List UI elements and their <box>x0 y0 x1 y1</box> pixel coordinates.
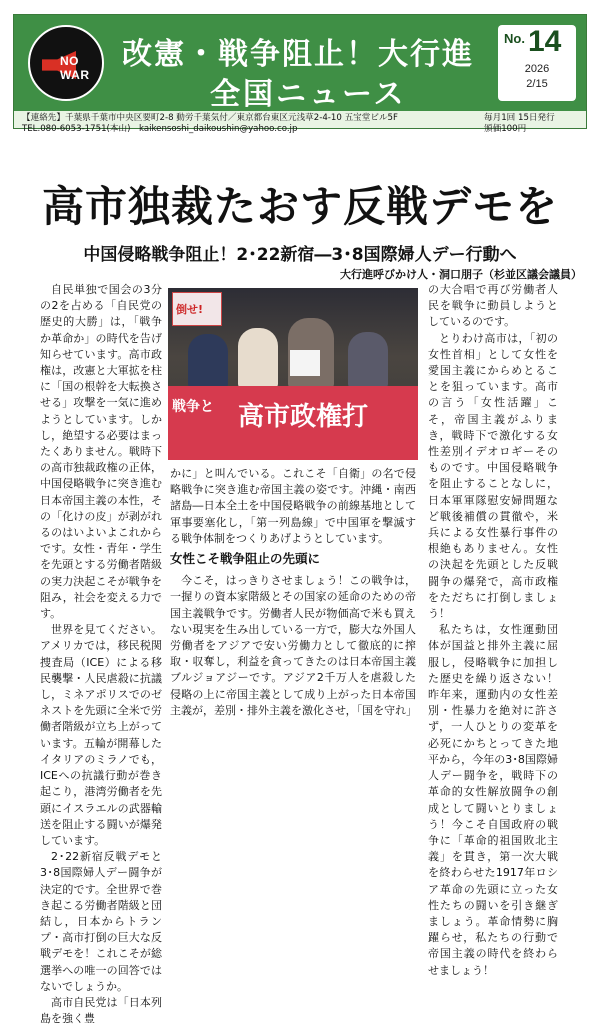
paragraph: 自民単独で国会の3分の2を占める「自民党の歴史的大勝」は，「戦争か革命か」の時代を告げ知らせています。高市政権は，改憲と大軍拡を柱に「国の根幹を大転換させる」攻撃を一気に進めようとしています。しかし，絶望する必要はまったくありません。戦時下の高市独裁政権の正体，中国侵略戦争に突き進む日本帝国主義の本性，その「化けの皮」が剥がれるのはいよいよこれからです。女性・青年・学生を先頭とする労働者階級の実力決起こそが戦争を阻み，社会を変える力です。 <box>40 283 162 621</box>
subheadline: 中国侵略戦争阻止！2･22新宿―3･8国際婦人デー行動へ <box>83 245 517 265</box>
protester-figure <box>188 334 228 388</box>
leaflet <box>290 350 320 376</box>
newsletter-subtitle: 全国ニュース <box>210 77 407 112</box>
article-column-3 <box>428 282 558 979</box>
contact-phone-email: TEL.080-6053-1751(本山) kaikensoshi_daikoushin@yahoo.co.jp <box>22 124 298 134</box>
contact-address: 【連絡先】千葉県千葉市中央区要町2-8 動労千葉気付／東京都台東区元浅草2-4-10 五宝堂ビル5F <box>22 113 398 123</box>
paragraph: 今こそ，はっきりさせましょう！この戦争は，一握りの資本家階級とその国家の延命のための帝国主義戦争です。労働者人民が物価高で米も買えない現実を生み出している一方で，膨大な外国人労働者をアジアで安い労働力として徹底的に搾取・収奪し，利益を貪ってきたのは日本帝国主義ブルジョアジーです。アジア2千万人を虐殺した侵略の上に帝国主義として成り上がった日本帝国主義が，差別・排外主義を激化させ，「国を守れ」 <box>170 574 418 717</box>
newsletter-title: 改憲・戦争阻止！大行進 <box>122 37 474 72</box>
banner-main-text: 高市政権打 <box>238 402 369 432</box>
section-heading: 女性こそ戦争阻止の先頭に <box>170 551 321 567</box>
issue-prefix: No. <box>504 31 525 46</box>
author-byline: 大行進呼びかけ人・洞口朋子（杉並区議会議員） <box>340 268 582 281</box>
paragraph: 高市自民党は「日本列島を強く豊 <box>40 995 162 1026</box>
sign-text: 倒せ! <box>176 303 204 316</box>
article-column-1 <box>40 282 162 1027</box>
masthead <box>13 14 587 134</box>
publication-frequency: 毎月1回 15日発行 <box>484 113 555 123</box>
contact-info <box>22 113 398 135</box>
headline: 高市独裁たおす反戦デモを <box>41 182 558 231</box>
paragraph: 私たちは，女性運動団体が国益と排外主義に屈服し，侵略戦争に加担した歴史を繰り返さない！昨年来，運動内の女性差別・性暴力を絶対に許さず，一人ひとりの変革を必死にかちとってきた地平から，今年の3･8国際婦人デー闘争を，戦時下の革命的女性解放闘争の創成として闘いとりましょう！今こそ自国政府の戦争に「革命的祖国敗北主義」を貫き，第一次大戦を終わらせた1917年ロシア革命の先頭に立った女性たちの闘いを引き継ぎましょう。革命情勢に胸躍らせ，私たちの行動で帝国主義の時代を終わらせましょう！ <box>428 623 558 977</box>
publication-info <box>484 113 555 135</box>
paragraph: 世界を見てください。アメリカでは，移民税関捜査局（ICE）による移民襲撃・人民虐殺に抗議し，ミネアポリスでのゼネストを先頭に全米で労働者階級が立ち上がっています。五輪が開幕したイタリアのミラノでも，ICEへの抗議行動が巻き起こり，港湾労働者を先頭にイスラエルの武器輸送を阻止する闘いが爆発しています。 <box>40 623 162 847</box>
paragraph: かに」と叫んでいる。これこそ「自衛」の名で侵略戦争に突き進む帝国主義の姿です。沖縄・南西諸島―日本全土を中国侵略戦争の前線基地として軍事要塞化し，「第一列島線」で中国軍を撃滅する戦争体制をつくりあげようとしています。 <box>170 467 416 545</box>
paragraph: の大合唱で再び労働者人民を戦争に動員しようとしているのです。 <box>428 283 558 329</box>
logo-text: NO WAR <box>60 54 90 82</box>
issue-date: 2/15 <box>526 78 548 90</box>
protester-figure <box>238 328 278 388</box>
masthead-banner <box>14 15 586 111</box>
article-column-2 <box>170 466 416 719</box>
no-war-logo <box>28 25 104 101</box>
paragraph: 2･22新宿反戦デモと3･8国際婦人デー闘争が決定的です。全世界で巻き起こる労働者階級と団結し，日本からトランプ・高市打倒の巨大な反戦デモを！これこそが総選挙への唯一の回答ではないでしょうか。 <box>40 850 162 993</box>
issue-box <box>498 25 576 101</box>
paragraph: とりわけ高市は，「初の女性首相」として女性を愛国主義にからめとることを狙っています。高市の言う「女性活躍」こそ，帝国主義がふりまき，戦時下で激化する女性差別イデオロギーそのものです。中国侵略戦争を阻止することなしに，日本軍軍隊慰安婦問題など戦後補償の貫徹や，米兵による女性暴行事件の根絶もありません。女性の決起を先頭とした反戦闘争の爆発で，高市政権をただちに打倒しましょう！ <box>428 331 558 621</box>
price: 頒価100円 <box>484 124 527 134</box>
protest-sign <box>172 292 222 326</box>
issue-year: 2026 <box>524 63 550 75</box>
protester-figure <box>348 332 388 388</box>
issue-number: 14 <box>528 25 562 58</box>
banner-left-text: 戦争と <box>172 399 214 415</box>
protest-banner <box>168 386 418 460</box>
demonstration-photo <box>168 288 418 460</box>
